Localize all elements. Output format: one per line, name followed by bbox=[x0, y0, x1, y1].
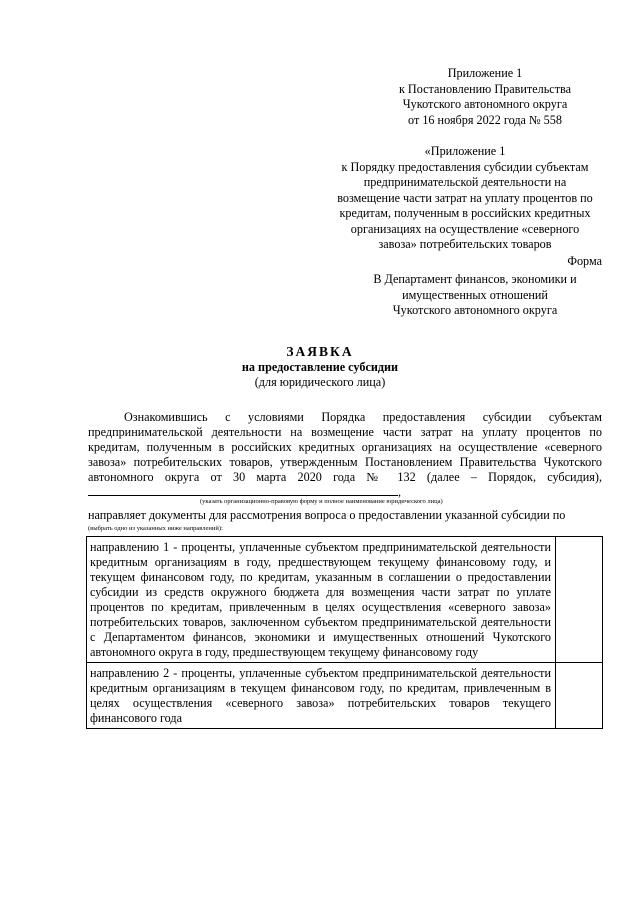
appendix-quote-line: организациях на осуществление «северного bbox=[350, 221, 580, 236]
body-paragraph: Ознакомившись с условиями Порядка предоставления субсидии субъектам предпринимательской деятельности на возмещение части затрат на уплату процентов по кредитам, полученным в российских кредитных организациях на осуществление «северного завоза» потребительских товаров, утвержденным Постановлением Правительства Чукотского автономного округа от 30 марта 2020 года № 132 (далее – Порядок, субсидия), , bbox=[88, 410, 602, 499]
body-text: Ознакомившись с условиями Порядка предоставления субсидии субъектам предпринимательской деятельности на возмещение части затрат на уплату процентов по кредитам, полученным в российских кредитных организациях на осуществление «северного завоза» потребительских товаров, утвержденным Постановлением Правительства Чукотского автономного округа от 30 марта 2020 года № 132 (далее – Порядок, субсидия), bbox=[88, 410, 602, 484]
addressee-line: Чукотского автономного округа bbox=[392, 303, 558, 317]
appendix-quote-line: «Приложение 1 bbox=[424, 144, 506, 158]
choose-direction-hint: (выбрать одно из указанных ниже направлений): bbox=[88, 525, 223, 532]
addressee-line: имущественных отношений bbox=[402, 287, 548, 302]
direction-2-checkbox[interactable] bbox=[556, 663, 603, 729]
title-sub: на предоставление субсидии bbox=[241, 360, 399, 374]
sends-documents-text: направляет документы для рассмотрения вопроса о предоставлении указанной субсидии по bbox=[88, 508, 566, 522]
appendix-quote-line: кредитам, полученным в российских кредитных bbox=[339, 206, 591, 220]
appendix-header-line: Чукотского автономного округа bbox=[402, 97, 568, 111]
directions-table bbox=[86, 536, 603, 729]
direction-2-text: направлению 2 - проценты, уплаченные субъектом предпринимательской деятельности кредитным организациям в текущем финансовом году, по кредитам, привлеченным в целях осуществления «северного завоза» потребительских товаров текущего финансового года bbox=[87, 663, 556, 729]
direction-1-text: направлению 1 - проценты, уплаченные субъектом предпринимательской деятельности кредитным организациям в году, предшествующем текущему финансовому году, и текущем финансовом году, по кредитам, указанным в соглашении о предоставлении субсидии из средств окружного бюджета для возмещения части затрат по уплате процентов по кредитам, привлеченным в целях осуществления «северного завоза» потребительских товаров, заключенном субъектом предпринимательской деятельности с Департаментом финансов, экономики и имущественных отношений Чукотского автономного округа в году, предшествующем текущему финансовому году bbox=[87, 537, 556, 663]
direction-1-checkbox[interactable] bbox=[556, 537, 603, 663]
appendix-header-line: Приложение 1 bbox=[447, 66, 523, 80]
document-title bbox=[0, 343, 640, 390]
appendix-header bbox=[345, 66, 625, 128]
form-label: Форма bbox=[567, 254, 602, 268]
title-note: (для юридического лица) bbox=[254, 375, 386, 389]
title-main: ЗАЯВКА bbox=[286, 344, 354, 359]
table-row bbox=[87, 663, 603, 729]
addressee-line: В Департамент финансов, экономики и bbox=[373, 272, 577, 286]
org-name-hint: (указать организационно-правовую форму и полное наименование юридического лица) bbox=[200, 498, 443, 505]
appendix-quote-line: предпринимательской деятельности на bbox=[363, 175, 567, 189]
appendix-quote-line: завоза» потребительских товаров bbox=[378, 237, 552, 251]
table-row bbox=[87, 537, 603, 663]
appendix-header-line: к Постановлению Правительства bbox=[398, 81, 572, 96]
appendix-quote bbox=[300, 144, 630, 253]
appendix-header-line: от 16 ноября 2022 года № 558 bbox=[408, 112, 562, 127]
appendix-quote-line: возмещение части затрат на уплату процентов по bbox=[337, 190, 593, 205]
appendix-quote-line: к Порядку предоставления субсидии субъектам bbox=[341, 159, 589, 174]
addressee bbox=[330, 272, 620, 319]
org-name-blank bbox=[88, 485, 398, 496]
